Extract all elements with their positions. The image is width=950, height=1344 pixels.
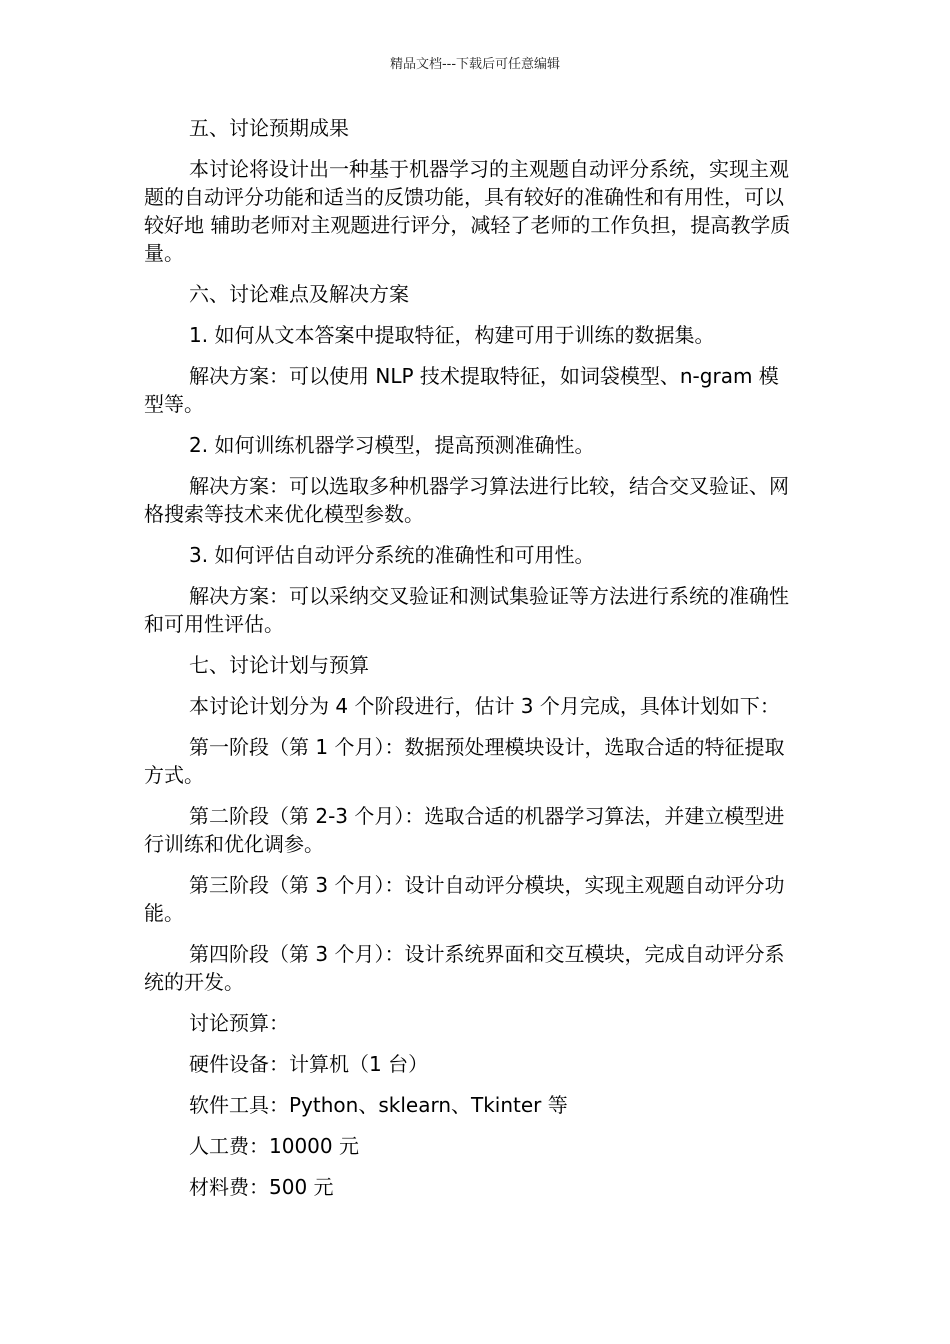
document-body	[144, 114, 796, 1214]
paragraph-expected-results: 本讨论将设计出一种基于机器学习的主观题自动评分系统，实现主观题的自动评分功能和适当的反馈功能，具有较好的准确性和有用性，可以较好地 辅助老师对主观题进行评分，减轻了老师的工作负担，提高教学质量。	[144, 157, 791, 265]
plan-phase-4: 第四阶段（第 3 个月）：设计系统界面和交互模块，完成自动评分系统的开发。	[144, 942, 785, 994]
plan-phase-2: 第二阶段（第 2-3 个月）：选取合适的机器学习算法，并建立模型进行训练和优化调参。	[144, 804, 785, 856]
difficulty-2: 2. 如何训练机器学习模型，提高预测准确性。	[189, 433, 595, 457]
plan-phase-1: 第一阶段（第 1 个月）：数据预处理模块设计，选取合适的特征提取方式。	[144, 735, 785, 787]
budget-materials: 材料费：500 元	[189, 1175, 334, 1199]
budget-heading: 讨论预算：	[189, 1011, 289, 1035]
page-header: 精品文档---下载后可任意编辑	[389, 57, 561, 72]
budget-labor: 人工费：10000 元	[189, 1134, 359, 1158]
section-heading-plan-budget: 七、讨论计划与预算	[189, 653, 369, 677]
solution-2: 解决方案：可以选取多种机器学习算法进行比较，结合交叉验证、网格搜索等技术来优化模型参数。	[144, 474, 789, 526]
plan-phase-3: 第三阶段（第 3 个月）：设计自动评分模块，实现主观题自动评分功能。	[144, 873, 785, 925]
solution-3: 解决方案：可以采纳交叉验证和测试集验证等方法进行系统的准确性和可用性评估。	[144, 584, 789, 636]
section-heading-difficulties: 六、讨论难点及解决方案	[189, 282, 409, 306]
solution-1: 解决方案：可以使用 NLP 技术提取特征，如词袋模型、n-gram 模型等。	[144, 364, 779, 416]
plan-intro: 本讨论计划分为 4 个阶段进行，估计 3 个月完成，具体计划如下：	[189, 694, 780, 718]
difficulty-1: 1. 如何从文本答案中提取特征，构建可用于训练的数据集。	[189, 323, 715, 347]
budget-software: 软件工具：Python、sklearn、Tkinter 等	[189, 1093, 568, 1117]
difficulty-3: 3. 如何评估自动评分系统的准确性和可用性。	[189, 543, 595, 567]
budget-hardware: 硬件设备：计算机（1 台）	[189, 1052, 429, 1076]
section-heading-expected-results: 五、讨论预期成果	[189, 116, 349, 140]
